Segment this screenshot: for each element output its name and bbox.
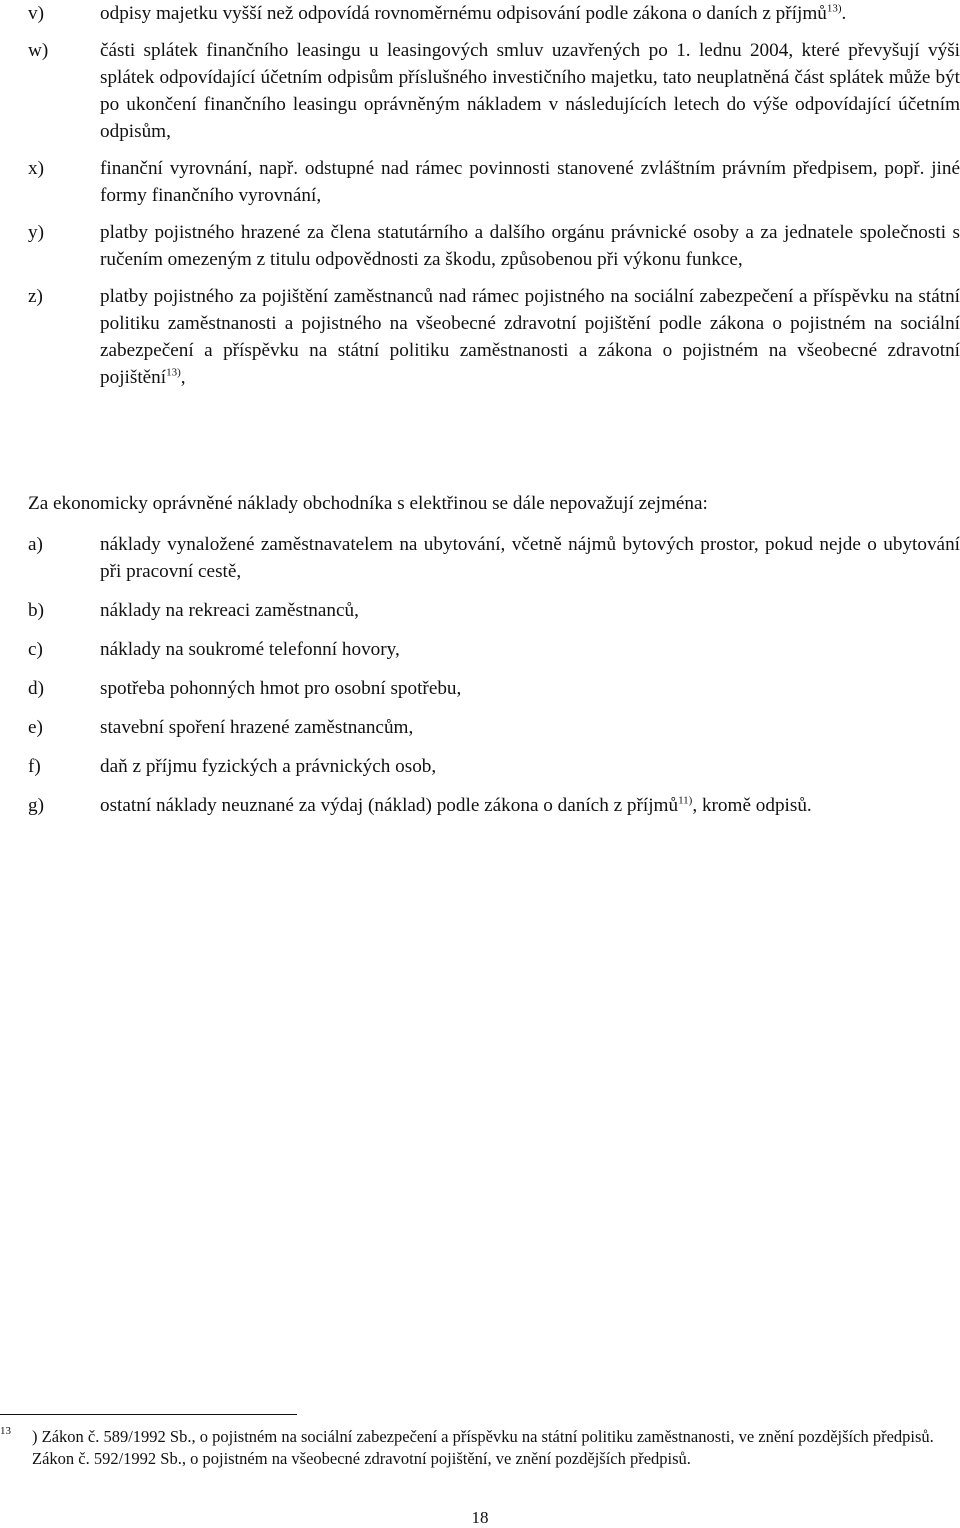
item-label: c) xyxy=(28,639,43,660)
item-label: b) xyxy=(28,600,44,621)
item-text: spotřeba pohonných hmot pro osobní spotřebu, xyxy=(100,678,462,699)
item-label: y) xyxy=(28,222,44,243)
list-item xyxy=(28,597,960,624)
item-label: v) xyxy=(28,3,44,24)
deductions-list-2 xyxy=(28,531,960,831)
footnote xyxy=(0,1426,960,1470)
footnote-number: 13 xyxy=(0,1425,11,1437)
item-label: w) xyxy=(28,40,49,61)
item-text: části splátek finančního leasingu u leasingových smluv uzavřených po 1. lednu 2004, které převyšují výši splátek odpovídající účetním odpisům příslušného investičního majetku, tato neuplatněná část splátek může být po ukončení finančního leasingu oprávněným nákladem v následujících letech do výše odpovídající účetním odpisům, xyxy=(100,40,960,142)
list-item xyxy=(28,155,960,209)
item-text: platby pojistného za pojištění zaměstnanců nad rámec pojistného na sociální zabezpečení a příspěvku na státní politiku zaměstnanosti a pojistného na všeobecné zdravotní pojištění podle zákona o pojistném na sociální zabezpečení a příspěvku na státní politiku zaměstnanosti a zákona o pojistném na všeobecné zdravotní pojištění xyxy=(100,286,960,388)
item-label: z) xyxy=(28,286,43,307)
list-item xyxy=(28,531,960,585)
section-paragraph: Za ekonomicky oprávněné náklady obchodníka s elektřinou se dále nepovažují zejména: xyxy=(28,493,708,514)
page-number: 18 xyxy=(471,1508,489,1527)
item-label: d) xyxy=(28,678,44,699)
list-item xyxy=(28,219,960,273)
item-text: finanční vyrovnání, např. odstupné nad rámec povinnosti stanovené zvláštním právním předpisem, popř. jiné formy finančního vyrovnání, xyxy=(100,158,960,206)
footnote-text: ) Zákon č. 589/1992 Sb., o pojistném na sociální zabezpečení a příspěvku na státní politiku zaměstnanosti, ve znění pozdějších předpisů. xyxy=(32,1427,934,1446)
item-text: ostatní náklady neuznané za výdaj (náklad) podle zákona o daních z příjmů xyxy=(100,795,679,816)
item-label: f) xyxy=(28,756,41,777)
item-label: a) xyxy=(28,534,43,555)
list-item xyxy=(28,0,960,27)
deductions-list-1 xyxy=(28,0,960,401)
list-item xyxy=(28,753,960,780)
list-item xyxy=(28,675,960,702)
footnote-ref: 13) xyxy=(826,2,842,15)
item-text: platby pojistného hrazené za člena statutárního a dalšího orgánu právnické osoby a za jednatele společnosti s ručením omezeným z titulu odpovědnosti za škodu, způsobenou při výkonu funkce, xyxy=(100,222,960,270)
footnote-ref: 11) xyxy=(678,794,693,807)
item-text: náklady na rekreaci zaměstnanců, xyxy=(100,600,359,621)
item-text-end: , kromě odpisů. xyxy=(692,795,812,816)
list-item xyxy=(28,714,960,741)
list-item xyxy=(28,283,960,391)
item-label: x) xyxy=(28,158,44,179)
item-label: g) xyxy=(28,795,44,816)
list-item xyxy=(28,37,960,145)
item-text-end: . xyxy=(841,3,847,24)
item-text-end: , xyxy=(180,367,186,388)
footnote-divider xyxy=(0,1414,297,1415)
list-item xyxy=(28,636,960,663)
list-item xyxy=(28,792,960,819)
item-text: náklady vynaložené zaměstnavatelem na ubytování, včetně nájmů bytových prostor, pokud nejde o ubytování při pracovní cestě, xyxy=(100,534,960,582)
footnote-ref: 13) xyxy=(166,366,181,379)
item-text: daň z příjmu fyzických a právnických osob, xyxy=(100,756,437,777)
item-text: odpisy majetku vyšší než odpovídá rovnoměrnému odpisování podle zákona o daních z příjmů xyxy=(100,3,827,24)
footnote-text-2: Zákon č. 592/1992 Sb., o pojistném na všeobecné zdravotní pojištění, ve znění pozdějších předpisů. xyxy=(32,1449,691,1468)
item-label: e) xyxy=(28,717,43,738)
item-text: stavební spoření hrazené zaměstnancům, xyxy=(100,717,414,738)
item-text: náklady na soukromé telefonní hovory, xyxy=(100,639,400,660)
